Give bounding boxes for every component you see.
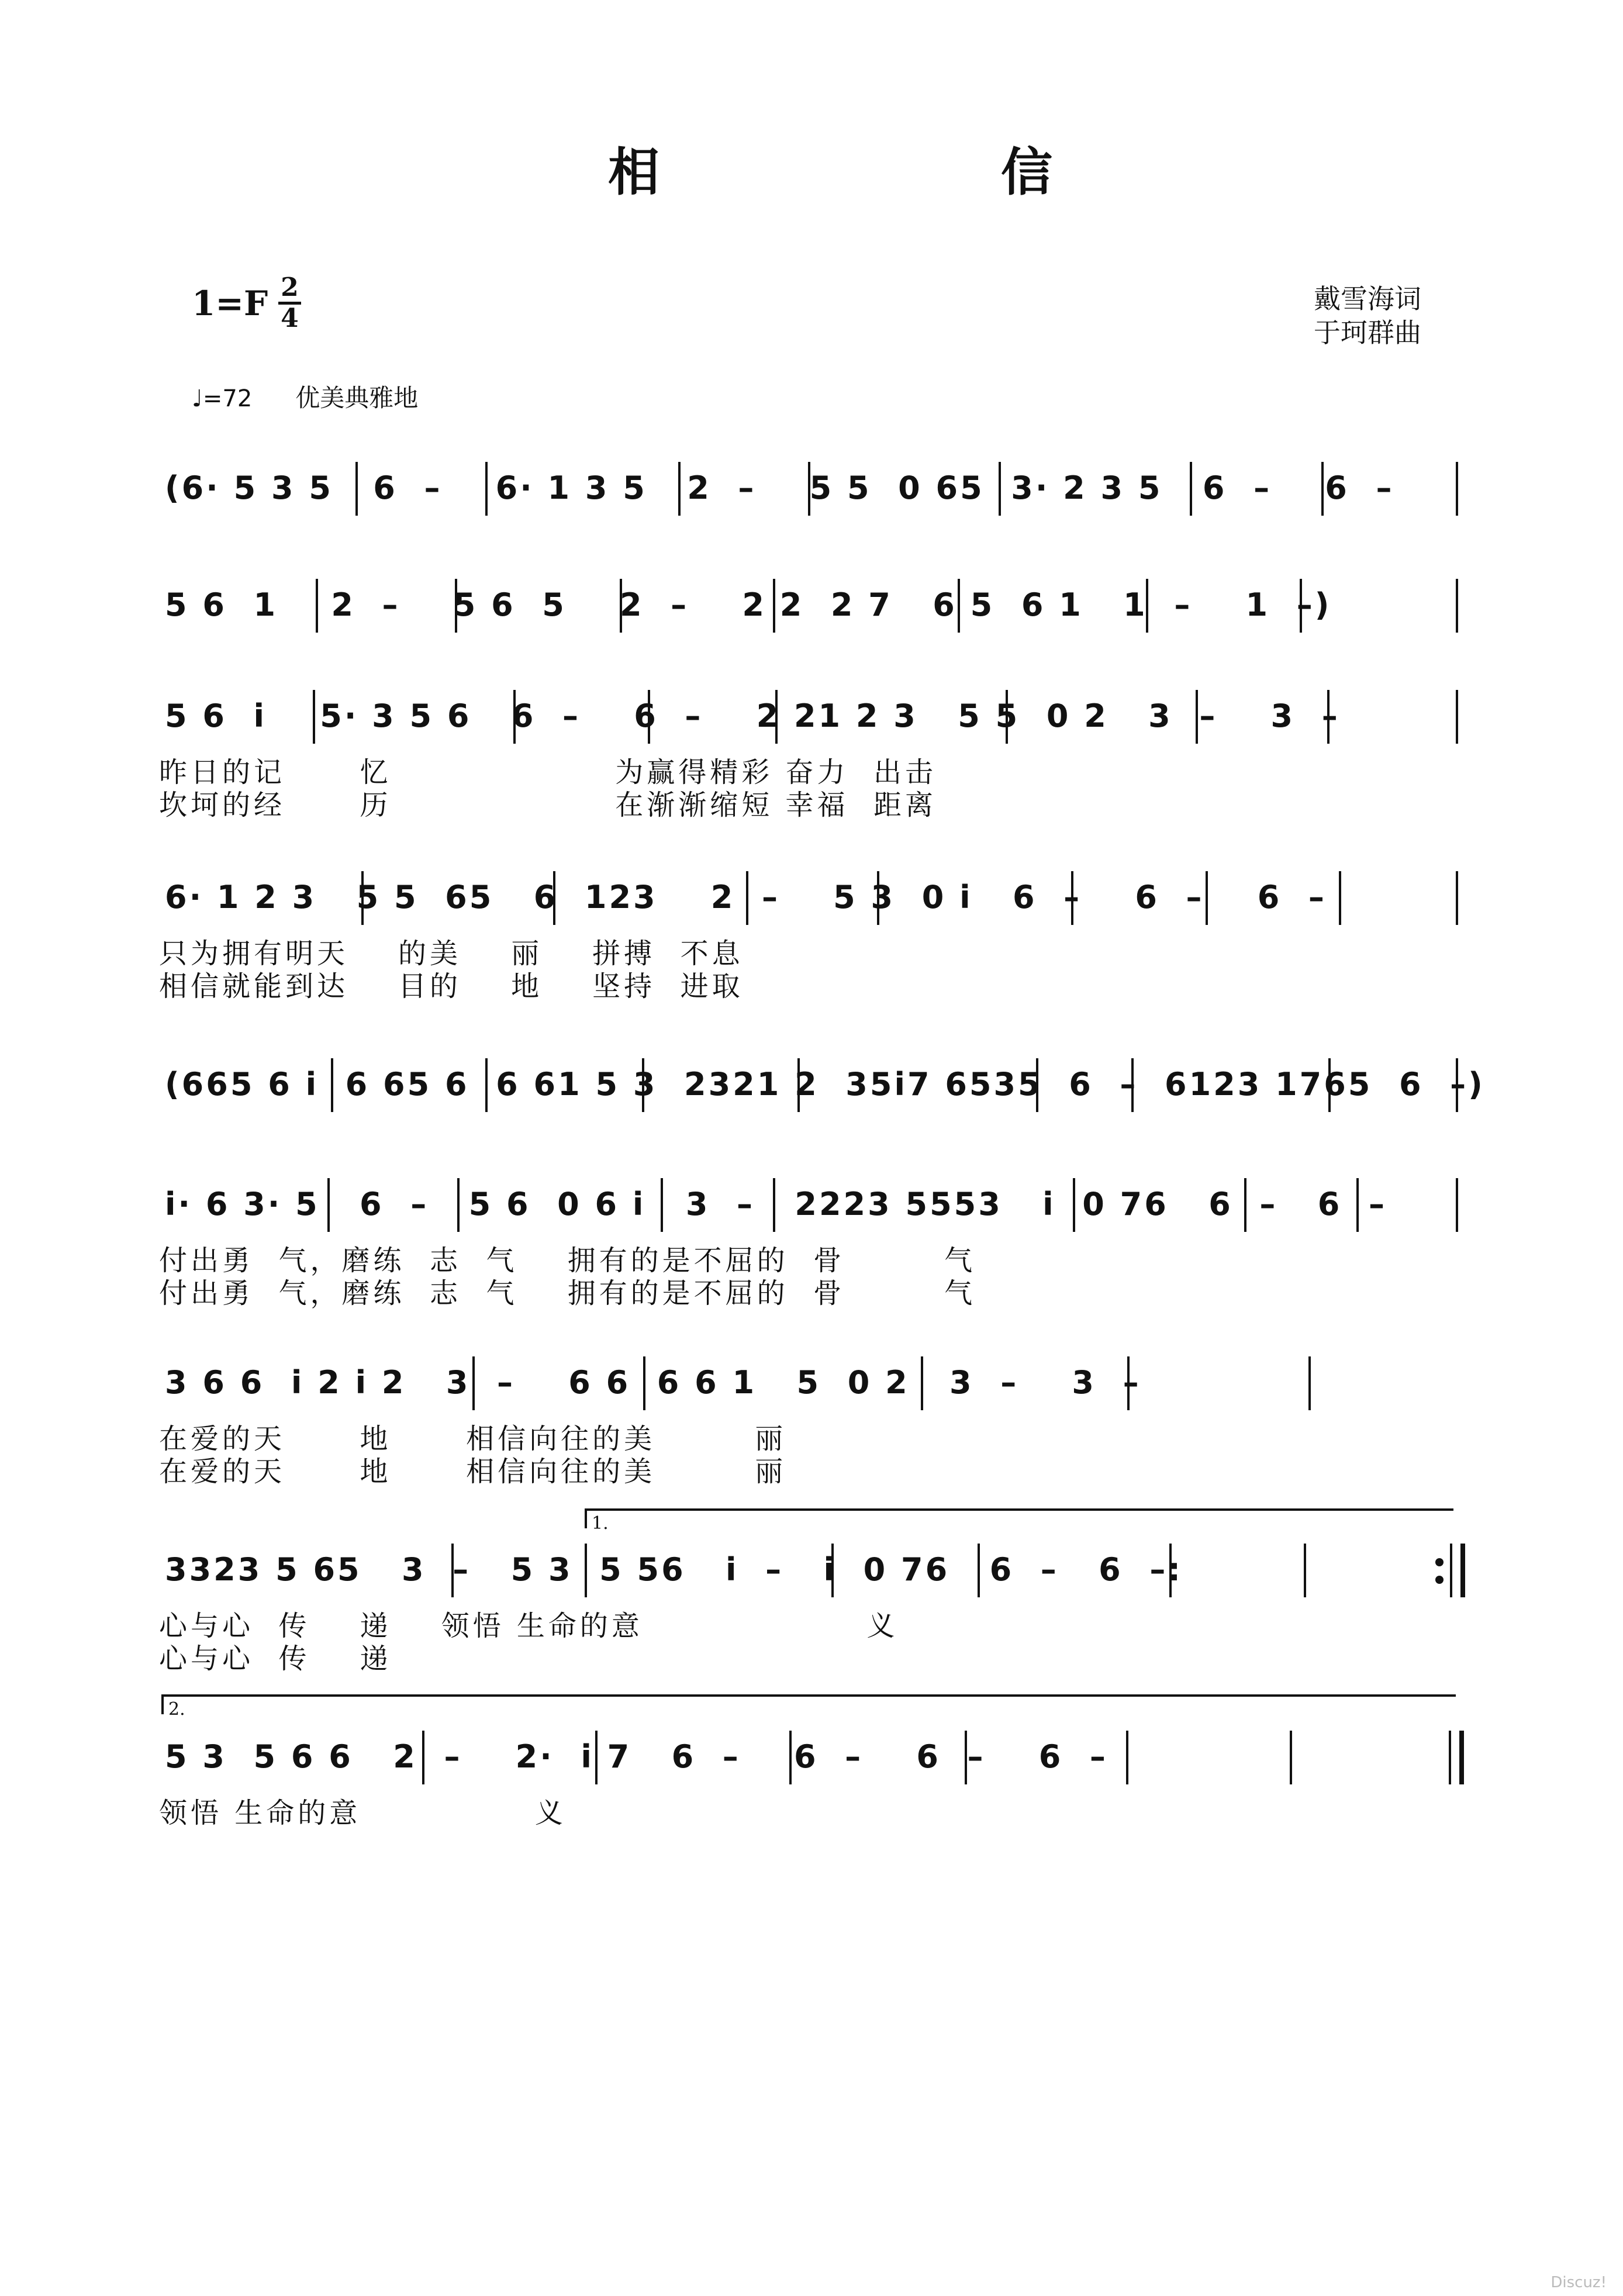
composer: 于珂群曲 — [1314, 317, 1421, 348]
notes-row-8: 3323 5 65 3 – 5 3 5 56 i – i 0 76 6 – 6 –: — [165, 1551, 1183, 1588]
notes-row-5: (665 6 i 6 65 6 6 61 5 3 2321 2 35i7 6535 6 – 6123 1765 6 –) — [165, 1066, 1485, 1103]
notes-row-9: 5 3 5 6 6 2 – 2· i 7 6 – 6 – 6 – 6 – — [165, 1738, 1108, 1775]
key-signature — [192, 274, 301, 333]
lyric-row-6-verse-1: 付出勇 气，磨练 志 气 拥有的是不屈的 骨 气 — [159, 1244, 976, 1277]
barlines-row-9 — [153, 1731, 1472, 1801]
lyric-row-7-verse-2: 在爱的天 地 相信向往的美 丽 — [159, 1455, 787, 1488]
lyric-row-4-verse-2: 相信就能到达 目的 地 坚持 进取 — [159, 970, 744, 1003]
volta-second-label: 2. — [168, 1699, 185, 1720]
lyric-row-3-verse-1: 昨日的记 忆 为赢得精彩 奋力 出击 — [159, 756, 937, 789]
key-text: 1=F — [192, 283, 268, 323]
notes-row-1: (6· 5 3 5 6 – 6· 1 3 5 2 – 5 5 0 65 3· 2 3 5 6 – 6 – — [165, 469, 1394, 506]
notes-row-4: 6· 1 2 3 5 5 65 6 123 2 – 5 3 0 i 6 – 6 – 6 – — [165, 879, 1327, 916]
volta-second-bracket — [161, 1694, 1456, 1714]
notes-row-7: 3 6 6 i 2 i 2 3 – 6 6 6 6 1 5 0 2 3 – 3 – — [165, 1364, 1141, 1401]
barlines-row-5 — [153, 1058, 1472, 1128]
barlines-row-2 — [153, 579, 1472, 649]
tempo-mark: ♩=72 — [192, 385, 253, 412]
expression-mark: 优美典雅地 — [295, 384, 419, 412]
title-char-1: 相 — [608, 141, 660, 202]
barlines-row-8 — [153, 1544, 1472, 1614]
song-title — [608, 132, 1052, 205]
lyric-row-6-verse-2: 付出勇 气，磨练 志 气 拥有的是不屈的 骨 气 — [159, 1277, 976, 1310]
tempo-marking — [192, 379, 418, 414]
volta-first-label: 1. — [592, 1513, 609, 1534]
lyric-row-9-verse-1: 领悟 生命的意 义 — [159, 1797, 567, 1829]
watermark: Discuz! — [1551, 2274, 1607, 2291]
volta-first-bracket — [585, 1508, 1453, 1528]
meter-top: 2 — [278, 274, 301, 305]
notes-row-6: i· 6 3· 5 6 – 5 6 0 6 i 3 – 2223 5553 i 0 76 6 – 6 – — [165, 1186, 1387, 1223]
lyric-row-3-verse-2: 坎坷的经 历 在渐渐缩短 幸福 距离 — [159, 789, 937, 821]
lyric-row-8-verse-2: 心与心 传 递 — [159, 1642, 392, 1675]
title-char-2: 信 — [1000, 141, 1052, 202]
lyric-row-4-verse-1: 只为拥有明天 的美 丽 拼搏 不息 — [159, 937, 744, 970]
notes-row-3: 5 6 i 5· 3 5 6 6 – 6 – 2 21 2 3 5 5 0 2 3 – 3 – — [165, 698, 1340, 734]
lyric-row-8-verse-1: 心与心 传 递 领悟 生命的意 义 — [159, 1610, 899, 1642]
meter-bottom: 4 — [281, 303, 299, 333]
time-signature — [278, 274, 301, 333]
lyric-row-7-verse-1: 在爱的天 地 相信向往的美 丽 — [159, 1423, 787, 1455]
lyricist: 戴雪海词 — [1314, 283, 1421, 315]
barlines-row-6 — [153, 1178, 1472, 1248]
credits — [1314, 282, 1421, 350]
barlines-row-3 — [153, 690, 1472, 760]
notes-row-2: 5 6 1 2 – 5 6 5 2 – 2 2 2 7 6 5 6 1 1 – 1 –) — [165, 586, 1332, 623]
barlines-row-7 — [153, 1356, 1472, 1427]
barlines-row-1 — [153, 462, 1472, 532]
barlines-row-4 — [153, 871, 1472, 941]
